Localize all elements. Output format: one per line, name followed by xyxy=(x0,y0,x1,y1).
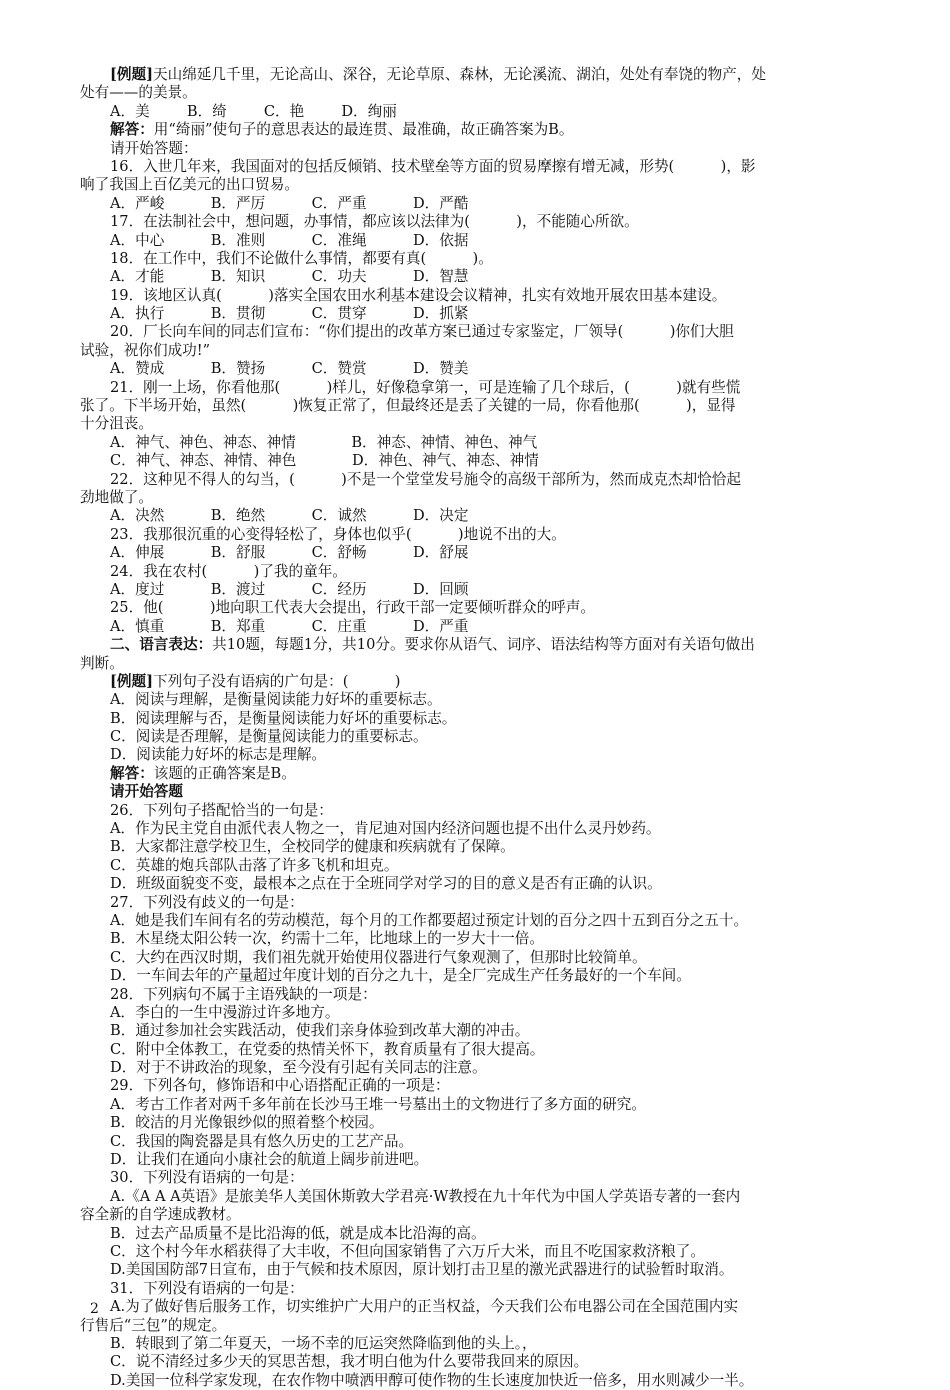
answer-option: C．附中全体教工，在党委的热情关怀下，教育质量有了很大提高。 xyxy=(110,1040,545,1058)
answer-option: A．她是我们车间有名的劳动模范，每个月的工作都要超过预定计划的百分之四十五到百分之五十。 xyxy=(110,911,749,929)
question-stem: 31．下列没有语病的一句是： xyxy=(110,1279,304,1297)
answer-label-2: 解答： xyxy=(110,764,154,782)
page-number: 2 xyxy=(90,1301,99,1317)
example-label: [例题] xyxy=(110,66,153,83)
question-stem: 17．在法制社会中，想问题，办事情，都应该以法律为( )，不能随心所欲。 xyxy=(110,213,639,231)
question-options: A．度过 B．渡过 C．经历 D．回顾 xyxy=(110,580,469,598)
question-stem-continued: 张了。下半场开始，虽然( )恢复正常了，但最终还是丢了关键的一局，你看他那( )，显得 xyxy=(80,397,736,415)
answer-option: A.为了做好售后服务工作，切实维护广大用户的正当权益，今天我们公布电器公司在全国范围内实 xyxy=(110,1298,739,1316)
answer-option: A．李白的一生中漫游过许多地方。 xyxy=(110,1003,340,1021)
answer-option: C．英雄的炮兵部队击落了许多飞机和坦克。 xyxy=(110,856,399,874)
question-stem: 26．下列句子搭配恰当的一句是： xyxy=(110,801,333,819)
answer-option: C．这个村今年水稻获得了大丰收，不但向国家销售了六万斤大米，而且不吃国家救济粮了。 xyxy=(110,1243,705,1260)
question-stem: 21．刚一上场，你看他那( )样儿，好像稳拿第一，可是连输了几个球后，( )就有些慌 xyxy=(110,378,741,396)
question-stem: 29．下列各句，修饰语和中心语搭配正确的一项是： xyxy=(110,1077,450,1095)
example-option: D．阅读能力好坏的标志是理解。 xyxy=(110,746,327,764)
answer-option: C．说不清经过多少天的冥思苦想，我才明白他为什么要带我回来的原因。 xyxy=(110,1353,589,1371)
question-stem-continued: 十分沮丧。 xyxy=(80,415,153,433)
answer-option: B．皎洁的月光像银纱似的照着整个校园。 xyxy=(110,1114,384,1132)
question-options: A．才能 B．知识 C．功夫 D．智慧 xyxy=(110,268,469,286)
question-stem: 24．我在农村( )了我的童年。 xyxy=(110,562,347,580)
answer-option-continued: 容全新的自学速成教材。 xyxy=(80,1206,241,1224)
section-intro-continued: 判断。 xyxy=(80,654,124,672)
answer-option: C．我国的陶瓷器是具有悠久历史的工艺产品。 xyxy=(110,1132,414,1150)
question-list-vocabulary xyxy=(80,158,880,636)
question-options: A．伸展 B．舒服 C．舒畅 D．舒展 xyxy=(110,544,469,562)
section-intro: 共10题，每题1分，共10分。要求你从语气、词序、语法结构等方面对有关语句做出 xyxy=(212,636,755,654)
start-instruction: 请开始答题： xyxy=(110,139,198,157)
question-stem-continued: 劲地做了。 xyxy=(80,488,153,506)
answer-option: B．转眼到了第二年夏天，一场不幸的厄运突然降临到他的头上。， xyxy=(110,1334,537,1352)
example-option: A．阅读与理解，是衡量阅读能力好坏的重要标志。 xyxy=(110,691,442,709)
question-stem: 16．入世几年来，我国面对的包括反倾销、技术壁垒等方面的贸易摩擦有增无减，形势( )，影 xyxy=(110,157,756,175)
answer-option: D.美国一位科学家发现，在农作物中喷洒甲醇可使作物的生长速度加快近一倍多，用水则减少一半。 xyxy=(110,1371,754,1389)
question-stem-continued: 试验，祝你们成功!” xyxy=(80,341,211,359)
answer-text-2: 该题的正确答案是B。 xyxy=(153,764,296,782)
answer-option: B．大家都注意学校卫生，全校同学的健康和疾病就有了保障。 xyxy=(110,838,515,856)
answer-option: C．大约在西汉时期，我们祖先就开始使用仪器进行气象观测了，但那时比较简单。 xyxy=(110,948,647,966)
answer-option: D.美国国防部7日宣布，由于气候和技术原因，原计划打击卫星的激光武器进行的试验暂时取消。 xyxy=(110,1261,734,1279)
question-options: A．执行 B．贯彻 C．贯穿 D．抓紧 xyxy=(110,305,469,323)
example-option: C．阅读是否理解，是衡量阅读能力的重要标志。 xyxy=(110,728,428,746)
question-stem: 28．下列病句不属于主语残缺的一项是： xyxy=(110,985,377,1003)
example-answer xyxy=(80,121,880,139)
answer-option: D．对于不讲政治的现象，至今没有引起有关同志的注意。 xyxy=(110,1059,487,1077)
question-options: A．慎重 B．郑重 C．庄重 D．严重 xyxy=(110,617,469,635)
question-stem: 20．厂长向车间的同志们宣布：“你们提出的改革方案已通过专家鉴定，厂领导( )你们大胆 xyxy=(110,323,734,341)
question-stem: 22．这种见不得人的勾当，( )不是一个堂堂发号施令的高级干部所为，然而成克杰却恰恰起 xyxy=(110,470,741,488)
answer-option: D．班级面貌变不变，最根本之点在于全班同学对学习的目的意义是否有正确的认识。 xyxy=(110,875,662,893)
example-text: 天山绵延几千里，无论高山、深谷，无论草原、森林，无论溪流、湖泊，处处有奉饶的物产，处 xyxy=(153,66,766,83)
answer-option: A．考古工作者对两千多年前在长沙马王堆一号墓出土的文物进行了多方面的研究。 xyxy=(110,1095,646,1113)
question-options: A．赞成 B．赞扬 C．赞赏 D．赞美 xyxy=(110,360,469,378)
example-text-2: 下列句子没有语病的广句是：( ) xyxy=(153,672,401,690)
question-stem-continued: 响了我国上百亿美元的出口贸易。 xyxy=(80,176,299,194)
question-stem: 19．该地区认真( )落实全国农田水利基本建设会议精神，扎实有效地开展农田基本建设。 xyxy=(110,286,727,304)
answer-option-continued: 行售后“三包”的规定。 xyxy=(80,1316,227,1334)
answer-text: 用“绮丽”使句子的意思表达的最连贯、最准确，故正确答案为B。 xyxy=(153,121,574,139)
example-options: A．美 B．绮 C．艳 D．绚丽 xyxy=(110,102,397,120)
question-stem: 23．我那很沉重的心变得轻松了，身体也似乎( )地说不出的大。 xyxy=(110,525,566,543)
question-options: A．神气、神色、神态、神情 B．神态、神情、神色、神气 xyxy=(110,433,538,451)
answer-option: B．木星绕太阳公转一次，约需十二年，比地球上的一岁大十一倍。 xyxy=(110,930,544,948)
document-body xyxy=(80,66,880,1390)
example-label-2: [例题] xyxy=(110,672,153,690)
question-stem: 27．下列没有歧义的一句是： xyxy=(110,893,304,911)
section-heading-line xyxy=(80,636,880,654)
question-stem: 25．他( )地向职工代表大会提出，行政干部一定要倾听群众的呼声。 xyxy=(110,599,595,617)
answer-option: B．通过参加社会实践活动，使我们亲身体验到改革大潮的冲击。 xyxy=(110,1022,530,1040)
example-option: B．阅读理解与否，是衡量阅读能力好坏的重要标志。 xyxy=(110,709,457,727)
answer-option: A.《A A A英语》是旅美华人美国休斯敦大学君亮·W教授在九十年代为中国人学英语专著的一套内 xyxy=(110,1187,741,1205)
example-line xyxy=(80,66,880,84)
answer-label: 解答： xyxy=(110,121,154,139)
question-list-expression xyxy=(80,802,880,1390)
question-options: C．神气、神态、神情、神色 D．神色、神气、神态、神情 xyxy=(110,452,539,470)
question-stem: 18．在工作中，我们不论做什么事情，都要有真( )。 xyxy=(110,249,493,267)
answer-option: B．过去产品质量不是比沿海的低，就是成本比沿海的高。 xyxy=(110,1224,486,1242)
question-stem: 30．下列没有语病的一句是： xyxy=(110,1169,304,1187)
example-text-continued: 处有——的美景。 xyxy=(80,84,197,102)
start-instruction-2: 请开始答题 xyxy=(110,783,183,801)
question-options: A．严峻 B．严厉 C．严重 D．严酷 xyxy=(110,194,469,212)
section-heading: 二、语言表达： xyxy=(110,636,213,654)
answer-option: A．作为民主党自由派代表人物之一，肯尼迪对国内经济问题也提不出什么灵丹妙药。 xyxy=(110,820,661,838)
answer-option: D．一车间去年的产量超过年度计划的百分之九十，是全厂完成生产任务最好的一个车间。 xyxy=(110,967,691,985)
question-options: A．决然 B．绝然 C．诚然 D．决定 xyxy=(110,507,469,525)
answer-option: D．让我们在通向小康社会的航道上阔步前进吧。 xyxy=(110,1151,429,1169)
question-options: A．中心 B．准则 C．准绳 D．依据 xyxy=(110,231,469,249)
example-line-2 xyxy=(80,673,880,691)
example-answer-2 xyxy=(80,765,880,783)
